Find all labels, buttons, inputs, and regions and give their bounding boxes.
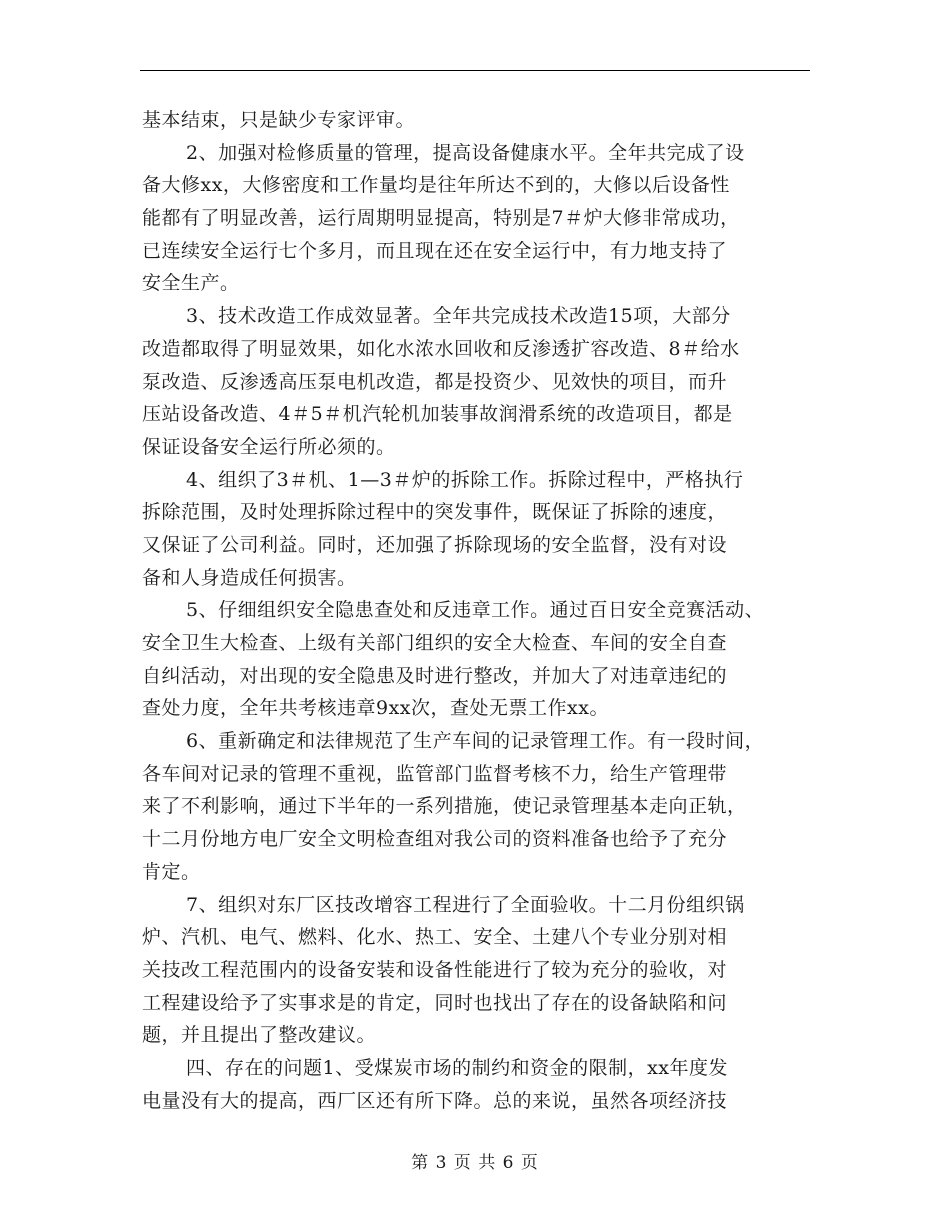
text-line: 查处力度，全年共考核违章9xx次，查处无票工作xx。 [142, 697, 609, 720]
text-line: 已连续安全运行七个多月，而且现在还在安全运行中，有力地支持了 [142, 239, 728, 262]
text-line: 基本结束，只是缺少专家评审。 [142, 109, 416, 131]
paragraph-first-line: 2、加强对检修质量的管理，提高设备健康水平。全年共完成了设 [186, 141, 745, 164]
text-line: 安全卫生大检查、上级有关部门组织的安全大检查、车间的安全自查 [142, 632, 728, 654]
text-line: 安全生产。 [142, 272, 240, 295]
text-line: 自纠活动，对出现的安全隐患及时进行整改，并加大了对违章违纪的 [142, 664, 728, 687]
text-line: 关技改工程范围内的设备安装和设备性能进行了较为充分的验收，对 [142, 958, 728, 981]
text-line: 能都有了明显改善，运行周期明显提高，特别是7＃炉大修非常成功， [142, 207, 740, 230]
paragraph-first-line: 6、重新确定和法律规范了生产车间的记录管理工作。有一段时间， [186, 730, 765, 753]
text-line: 来了不利影响，通过下半年的一系列措施，使记录管理基本走向正轨， [142, 795, 747, 818]
text-line: 电量没有大的提高，西厂区还有所下降。总的来说，虽然各项经济技 [142, 1089, 728, 1112]
text-line: 拆除范围，及时处理拆除过程中的突发事件，既保证了拆除的速度， [142, 501, 728, 524]
text-line: 题，并且提出了整改建议。 [142, 1024, 377, 1047]
text-line: 工程建设给予了实事求是的肯定，同时也找出了存在的设备缺陷和问 [142, 991, 728, 1014]
paragraph-first-line: 7、组织对东厂区技改增容工程进行了全面验收。十二月份组织锅 [186, 893, 745, 916]
paragraph-first-line: 5、仔细组织安全隐患查处和反违章工作。通过百日安全竞赛活动、 [186, 599, 765, 622]
paragraph-first-line: 3、技术改造工作成效显著。全年共完成技术改造15项，大部分 [186, 305, 731, 328]
text-line: 炉、汽机、电气、燃料、化水、热工、安全、土建八个专业分别对相 [142, 926, 728, 949]
text-line: 压站设备改造、4＃5＃机汽轮机加装事故润滑系统的改造项目，都是 [142, 403, 733, 426]
paragraph-first-line: 4、组织了3＃机、1—3＃炉的拆除工作。拆除过程中，严格执行 [186, 468, 744, 491]
paragraph-first-line: 四、存在的问题1、受煤炭市场的制约和资金的限制，xx年度发 [186, 1056, 729, 1079]
text-line: 十二月份地方电厂安全文明检查组对我公司的资料准备也给予了充分 [142, 828, 728, 851]
text-line: 改造都取得了明显效果，如化水浓水回收和反渗透扩容改造、8＃给水 [142, 337, 740, 360]
text-line: 保证设备安全运行所必须的。 [142, 435, 396, 458]
text-line: 备大修xx，大修密度和工作量均是往年所达不到的，大修以后设备性 [142, 174, 730, 197]
document-body [142, 104, 817, 1117]
text-line: 备和人身造成任何损害。 [142, 566, 357, 589]
text-line: 又保证了公司利益。同时，还加强了拆除现场的安全监督，没有对设 [142, 533, 728, 556]
page-number-footer: 第 3 页 共 6 页 [411, 1153, 539, 1173]
text-line: 肯定。 [142, 860, 201, 883]
header-rule [140, 70, 810, 71]
text-line: 泵改造、反渗透高压泵电机改造，都是投资少、见效快的项目，而升 [142, 370, 728, 393]
text-line: 各车间对记录的管理不重视，监管部门监督考核不力，给生产管理带 [142, 762, 728, 785]
